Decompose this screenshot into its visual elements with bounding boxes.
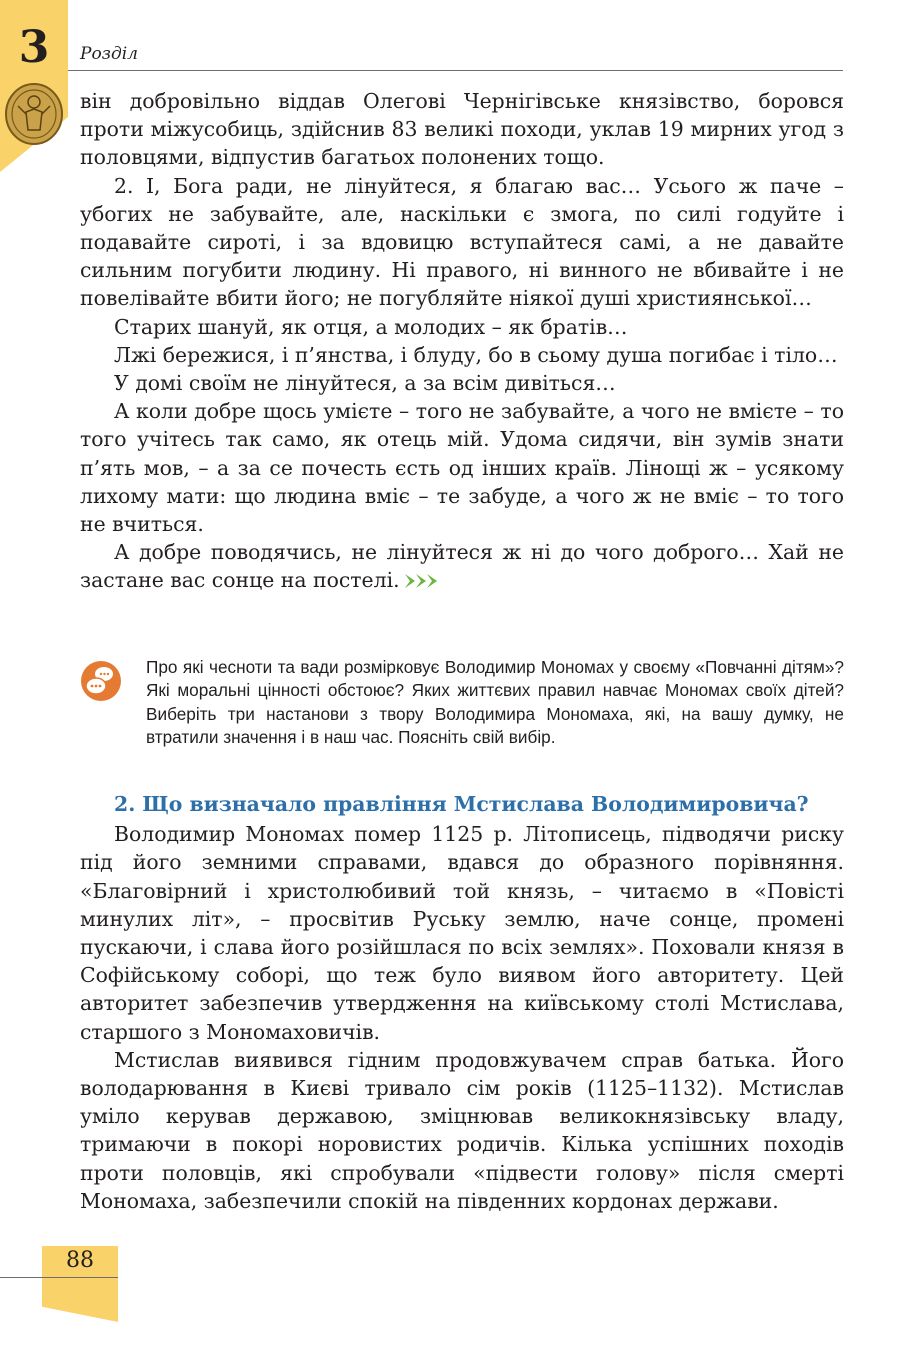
discussion-bubbles-icon bbox=[80, 660, 122, 702]
paragraph: він добровільно віддав Олегові Чернігівське князівство, боровся проти міжусобиць, здійснив 83 великі походи, уклав 19 мирних угод з половцями, відпустив багатьох полонених тощо. bbox=[80, 89, 844, 170]
chapter-number: 3 bbox=[18, 22, 50, 73]
paragraph: Лжі бережися, і п’янства, і блуду, бо в сьому душа погибає і тіло… bbox=[114, 342, 838, 367]
paragraph: 2. І, Бога ради, не лінуйтеся, я благаю вас… Усього ж паче – убогих не забувайте, але, наскільки є змога, по силі годуйте і подавайте сироті, і за вдовицю вступайтеся самі, а не давайте сильним погубити людину. Ні правого, ні винного не вбивайте і не повелівайте вбити його; не погубляйте ніякої душі християнської… bbox=[80, 173, 844, 311]
paragraph: Старих шануй, як отця, а молодих – як братів… bbox=[114, 314, 628, 339]
footer-divider bbox=[0, 1277, 118, 1278]
continue-arrows-icon bbox=[404, 573, 438, 589]
main-text bbox=[80, 87, 844, 595]
page-number: 88 bbox=[66, 1248, 94, 1273]
coin-icon bbox=[4, 82, 64, 146]
section-heading: 2. Що визначало правління Мстислава Володимировича? bbox=[114, 792, 809, 816]
paragraph: А коли добре щось умієте – того не забувайте, а чого не вмієте – то того учітесь так само, як отець мій. Удома сидячи, він зумів знати п’ять мов, – а за се почесть єсть од інших країв. Лінощі ж – усякому лихому мати: що людина вміє – те забуде, а чого ж не вміє – то того не вчиться. bbox=[80, 399, 844, 537]
paragraph: Мстислав виявився гідним продовжувачем справ батька. Його володарювання в Києві тривало сім років (1125–1132). Мстислав уміло керував державою, зміцнював великокнязівську владу, тримаючи в покорі норовистих родичів. Кілька успішних походів проти половців, які спробували «підвести голову» після смерті Мономаха, забезпечили спокій на південних кордонах держави. bbox=[80, 1047, 844, 1213]
paragraph: Володимир Мономах помер 1125 р. Літописець, підводячи риску під його земними справами, вдався до образного порівняння. «Благовірний і христолюбивий той князь, – читаємо в «Повісті минулих літ», – просвітив Руську землю, наче сонце, промені пускаючи, і слава його розійшлася по всіх землях». Поховали князя в Софійському соборі, що теж було виявом його авторитету. Цей авторитет забезпечив утвердження на київському столі Мстислава, старшого з Мономаховичів. bbox=[80, 822, 844, 1044]
section-2 bbox=[80, 790, 844, 1215]
chapter-label: Розділ bbox=[80, 44, 138, 64]
paragraph: У домі своїм не лінуйтеся, а за всім дивіться… bbox=[114, 371, 616, 396]
question-block bbox=[80, 656, 844, 756]
paragraph-last bbox=[80, 538, 844, 594]
header-divider bbox=[68, 70, 843, 71]
paragraph-text: А добре поводячись, не лінуйтеся ж ні до чого доброго… Хай не застане вас сонце на постелі. bbox=[80, 540, 844, 593]
question-text: Про які чесноти та вади розмірковує Володимир Мономах у своєму «Повчанні дітям»? Які моральні цінності обстоює? Яких життєвих правил навчає Мономах своїх дітей? Виберіть три настанови з твору Володимира Мономаха, які, на вашу думку, не втратили значення і в наш час. Поясніть свій вибір. bbox=[146, 657, 844, 748]
